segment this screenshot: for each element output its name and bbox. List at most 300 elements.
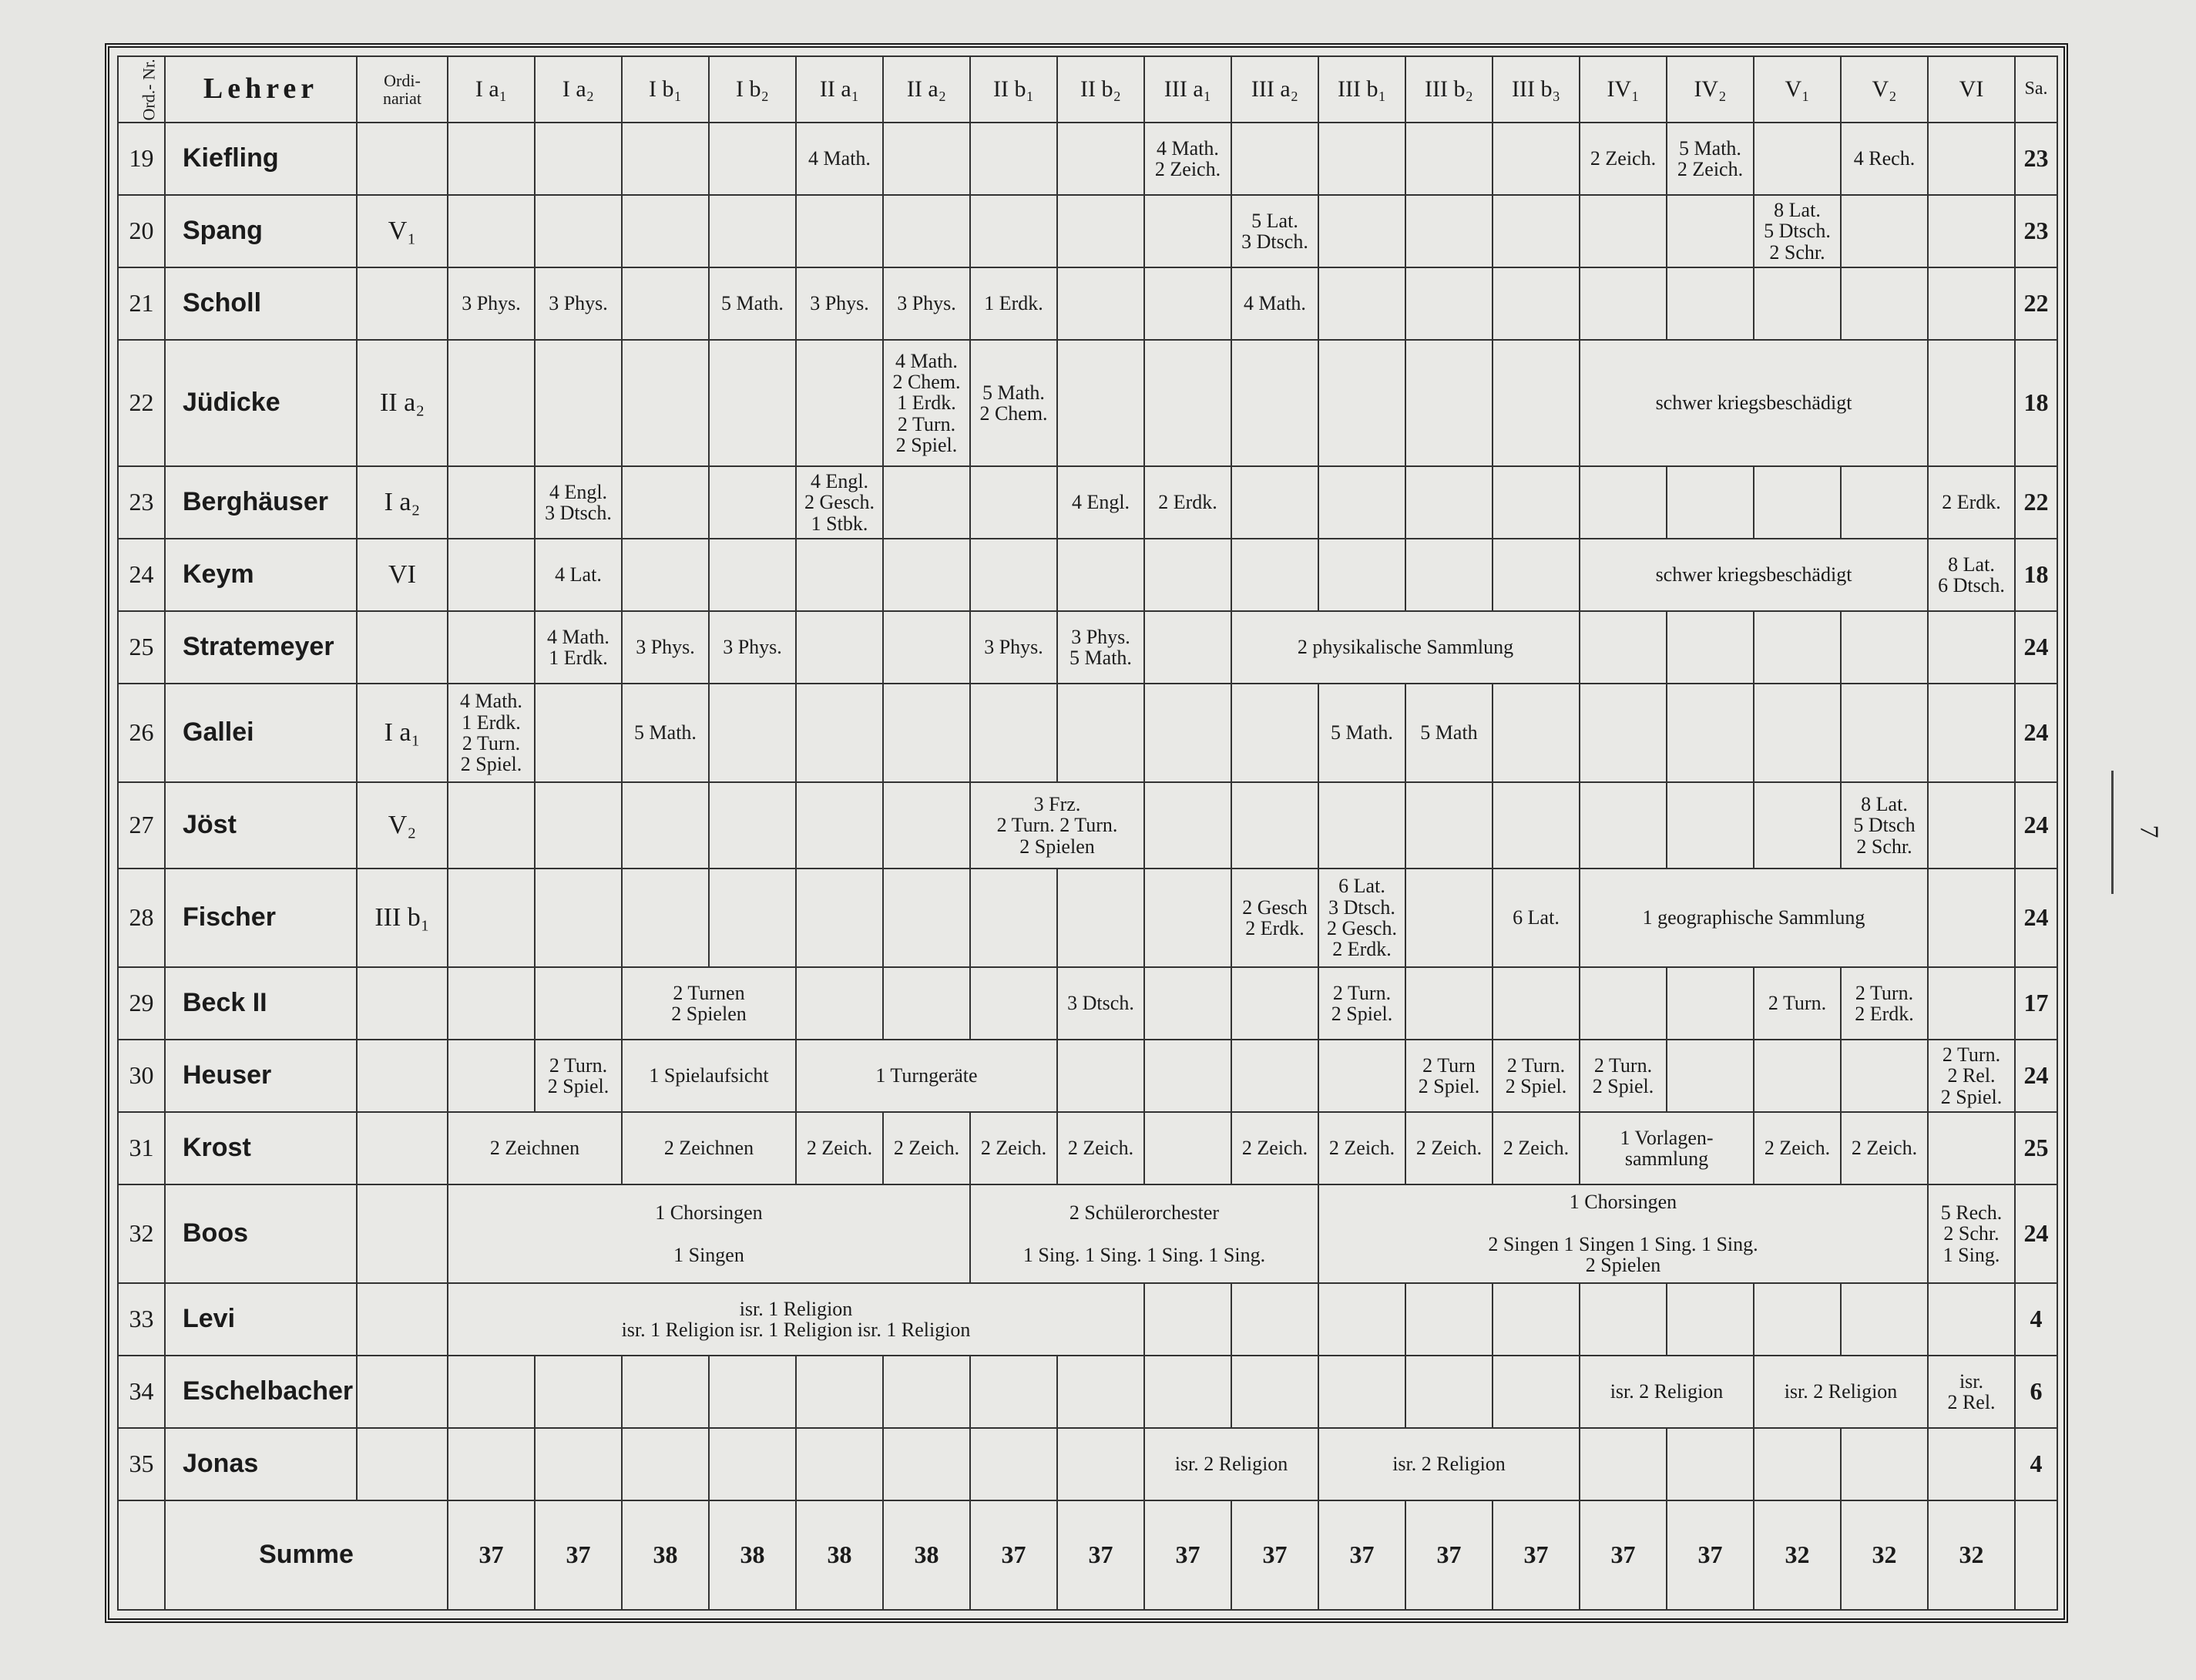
lesson-cell: 6 Lat. (1493, 869, 1580, 967)
lesson-cell: 1 Chorsingen 2 Singen 1 Singen 1 Sing. 1 Sing. 2 Spielen (1318, 1184, 1928, 1283)
ord-nr-cell: 27 (118, 782, 165, 869)
lesson-cell: 5 Math. 2 Chem. (970, 340, 1057, 466)
lesson-cell: 4 Math. 1 Erdk. (535, 611, 622, 684)
page-number: 7 (2134, 825, 2164, 838)
lesson-cell (796, 1428, 883, 1500)
lesson-cell (1231, 340, 1318, 466)
lesson-cell (1057, 684, 1144, 782)
teacher-row (118, 539, 2057, 611)
lesson-cell (1057, 869, 1144, 967)
lesson-cell (448, 967, 535, 1040)
ord-nr-cell: 33 (118, 1283, 165, 1356)
ord-nr-cell: 22 (118, 340, 165, 466)
class-total: 37 (1057, 1500, 1144, 1610)
lesson-cell: schwer kriegsbeschädigt (1580, 340, 1928, 466)
class-total: 37 (970, 1500, 1057, 1610)
row-sum: 25 (2015, 1112, 2057, 1184)
lesson-cell (970, 684, 1057, 782)
lesson-cell (535, 123, 622, 195)
class-total: 37 (1493, 1500, 1580, 1610)
lesson-cell (1580, 611, 1667, 684)
lesson-cell (1144, 1356, 1231, 1428)
lesson-cell: 3 Phys. (796, 267, 883, 340)
lesson-cell (448, 1428, 535, 1500)
lesson-cell (1144, 1112, 1231, 1184)
lesson-cell: isr. 2 Rel. (1928, 1356, 2015, 1428)
lesson-cell: isr. 1 Religion isr. 1 Religion isr. 1 Religion isr. 1 Religion (448, 1283, 1144, 1356)
lesson-cell (1405, 1283, 1493, 1356)
lesson-cell (1667, 967, 1754, 1040)
lesson-cell (1493, 123, 1580, 195)
lesson-cell: 4 Engl. (1057, 466, 1144, 539)
lesson-cell (448, 1356, 535, 1428)
class-total: 37 (1231, 1500, 1318, 1610)
lesson-cell (1057, 1428, 1144, 1500)
lesson-cell: 2 Turnen 2 Spielen (622, 967, 796, 1040)
lesson-cell: 2 Turn. 2 Erdk. (1841, 967, 1928, 1040)
class-header: II b₂ (1057, 56, 1144, 123)
teacher-name: Levi (165, 1283, 357, 1356)
lesson-cell (1667, 782, 1754, 869)
summe-label: Summe (165, 1500, 448, 1610)
lesson-cell (1405, 123, 1493, 195)
lesson-cell (1318, 340, 1405, 466)
lesson-cell (709, 539, 796, 611)
teacher-row (118, 340, 2057, 466)
lesson-cell (1580, 267, 1667, 340)
lesson-cell: 4 Math. 2 Chem. 1 Erdk. 2 Turn. 2 Spiel. (883, 340, 970, 466)
ord-nr-cell: 29 (118, 967, 165, 1040)
lesson-cell (1405, 782, 1493, 869)
lesson-cell (970, 967, 1057, 1040)
lesson-cell (535, 684, 622, 782)
lesson-cell (796, 782, 883, 869)
lesson-cell (622, 869, 709, 967)
lesson-cell (1667, 1283, 1754, 1356)
ordinariat-cell (357, 267, 448, 340)
class-header: III a₂ (1231, 56, 1318, 123)
lesson-cell (796, 539, 883, 611)
ordinariat-cell (357, 611, 448, 684)
lesson-cell (970, 466, 1057, 539)
lesson-cell (796, 684, 883, 782)
lesson-cell (1841, 1283, 1928, 1356)
lesson-cell: 5 Math. (709, 267, 796, 340)
ord-nr-cell: 20 (118, 195, 165, 267)
lesson-cell (1318, 1283, 1405, 1356)
lesson-cell (883, 684, 970, 782)
summe-row (118, 1500, 2057, 1610)
lesson-cell (1057, 267, 1144, 340)
lesson-cell (1928, 684, 2015, 782)
class-header: III b₂ (1405, 56, 1493, 123)
lesson-cell (622, 1356, 709, 1428)
lesson-cell: 2 Zeich. (1057, 1112, 1144, 1184)
class-total: 38 (709, 1500, 796, 1610)
lesson-cell (1754, 466, 1841, 539)
lesson-cell (709, 340, 796, 466)
ordinariat-header: Ordi- nariat (357, 56, 448, 123)
lesson-cell (883, 782, 970, 869)
teacher-name: Keym (165, 539, 357, 611)
lesson-cell (1493, 539, 1580, 611)
lesson-cell (1928, 1283, 2015, 1356)
lesson-cell (1667, 195, 1754, 267)
teacher-name: Gallei (165, 684, 357, 782)
lesson-cell (1667, 611, 1754, 684)
lesson-cell (1580, 1283, 1667, 1356)
teacher-rows (118, 123, 2057, 1500)
teacher-row (118, 1283, 2057, 1356)
teacher-row (118, 1112, 2057, 1184)
ord-nr-cell: 26 (118, 684, 165, 782)
teacher-row (118, 1428, 2057, 1500)
lesson-cell (1667, 1428, 1754, 1500)
lesson-cell (1928, 1428, 2015, 1500)
ord-nr-cell: 23 (118, 466, 165, 539)
teacher-timetable (117, 55, 2058, 1611)
class-total: 38 (796, 1500, 883, 1610)
ordinariat-cell: V₂ (357, 782, 448, 869)
lesson-cell (622, 340, 709, 466)
lesson-cell: isr. 2 Religion (1318, 1428, 1580, 1500)
lesson-cell (709, 1428, 796, 1500)
lesson-cell (709, 782, 796, 869)
lesson-cell (1841, 611, 1928, 684)
lesson-cell (1493, 267, 1580, 340)
class-header: IV₁ (1580, 56, 1667, 123)
class-header: I a₂ (535, 56, 622, 123)
lesson-cell: 4 Rech. (1841, 123, 1928, 195)
lesson-cell (622, 1428, 709, 1500)
class-header: I a₁ (448, 56, 535, 123)
row-sum: 24 (2015, 1040, 2057, 1112)
teacher-row (118, 267, 2057, 340)
class-total: 37 (1144, 1500, 1231, 1610)
teacher-name: Kiefling (165, 123, 357, 195)
lesson-cell: 2 physikalische Sammlung (1231, 611, 1580, 684)
lesson-cell: isr. 2 Religion (1754, 1356, 1928, 1428)
lesson-cell (709, 195, 796, 267)
lesson-cell (1580, 967, 1667, 1040)
lesson-cell (535, 967, 622, 1040)
lesson-cell: 2 Zeich. (1231, 1112, 1318, 1184)
lesson-cell (1318, 466, 1405, 539)
ordinariat-cell: III b₁ (357, 869, 448, 967)
lesson-cell: 6 Lat. 3 Dtsch. 2 Gesch. 2 Erdk. (1318, 869, 1405, 967)
lesson-cell (1318, 1356, 1405, 1428)
lesson-cell (1754, 1040, 1841, 1112)
teacher-row (118, 869, 2057, 967)
lesson-cell (796, 1356, 883, 1428)
class-total: 37 (1318, 1500, 1405, 1610)
ordinariat-cell (357, 123, 448, 195)
lesson-cell (1231, 782, 1318, 869)
class-total: 32 (1841, 1500, 1928, 1610)
lesson-cell (796, 195, 883, 267)
lesson-cell (448, 466, 535, 539)
lesson-cell (1754, 782, 1841, 869)
lesson-cell (1144, 967, 1231, 1040)
lesson-cell: 5 Lat. 3 Dtsch. (1231, 195, 1318, 267)
ord-nr-header (118, 56, 165, 123)
lesson-cell: 2 Zeich. (970, 1112, 1057, 1184)
ordinariat-cell: II a₂ (357, 340, 448, 466)
lesson-cell (1144, 684, 1231, 782)
row-sum: 22 (2015, 466, 2057, 539)
lesson-cell (1318, 539, 1405, 611)
ordinariat-cell: I a₂ (357, 466, 448, 539)
header-row (118, 56, 2057, 123)
lesson-cell (970, 123, 1057, 195)
lesson-cell (535, 869, 622, 967)
lesson-cell (1405, 466, 1493, 539)
lesson-cell (1405, 967, 1493, 1040)
teacher-name: Spang (165, 195, 357, 267)
class-header: II a₂ (883, 56, 970, 123)
lesson-cell (883, 1356, 970, 1428)
class-total: 32 (1754, 1500, 1841, 1610)
teacher-row (118, 123, 2057, 195)
row-sum: 4 (2015, 1428, 2057, 1500)
lesson-cell (1928, 267, 2015, 340)
lesson-cell (796, 869, 883, 967)
ord-nr-cell: 30 (118, 1040, 165, 1112)
lesson-cell (1144, 611, 1231, 684)
ord-nr-cell: 32 (118, 1184, 165, 1283)
lesson-cell (622, 123, 709, 195)
lesson-cell: 4 Engl. 3 Dtsch. (535, 466, 622, 539)
lesson-cell (1841, 267, 1928, 340)
lesson-cell: isr. 2 Religion (1144, 1428, 1318, 1500)
class-total: 38 (622, 1500, 709, 1610)
class-header: VI (1928, 56, 2015, 123)
lesson-cell (796, 611, 883, 684)
lesson-cell: 2 Erdk. (1928, 466, 2015, 539)
teacher-row (118, 782, 2057, 869)
lesson-cell (622, 267, 709, 340)
lesson-cell (1057, 195, 1144, 267)
lesson-cell (1144, 267, 1231, 340)
lesson-cell: 1 geographische Sammlung (1580, 869, 1928, 967)
teacher-name: Eschelbacher (165, 1356, 357, 1428)
lesson-cell: 2 Turn. 2 Spiel. (1318, 967, 1405, 1040)
lesson-cell (1841, 684, 1928, 782)
class-header: V₁ (1754, 56, 1841, 123)
class-total: 37 (1580, 1500, 1667, 1610)
lesson-cell (1318, 1040, 1405, 1112)
lesson-cell: 2 Zeich. (1754, 1112, 1841, 1184)
lesson-cell (970, 1428, 1057, 1500)
lesson-cell (883, 1428, 970, 1500)
row-sum: 24 (2015, 782, 2057, 869)
ord-nr-cell: 24 (118, 539, 165, 611)
lesson-cell: 5 Math. 2 Zeich. (1667, 123, 1754, 195)
lesson-cell: 2 Turn. 2 Spiel. (1493, 1040, 1580, 1112)
lesson-cell: 5 Math (1405, 684, 1493, 782)
lesson-cell: 2 Zeich. (1493, 1112, 1580, 1184)
lesson-cell: 2 Turn 2 Spiel. (1405, 1040, 1493, 1112)
lesson-cell (448, 611, 535, 684)
lesson-cell (1493, 782, 1580, 869)
lesson-cell (796, 967, 883, 1040)
teacher-name: Jöst (165, 782, 357, 869)
class-header: III b₃ (1493, 56, 1580, 123)
lesson-cell (1057, 539, 1144, 611)
teacher-row (118, 611, 2057, 684)
lesson-cell: 2 Zeichnen (622, 1112, 796, 1184)
ordinariat-cell (357, 1283, 448, 1356)
lesson-cell (535, 340, 622, 466)
lesson-cell (1493, 340, 1580, 466)
lesson-cell (448, 869, 535, 967)
row-sum: 18 (2015, 340, 2057, 466)
lesson-cell: schwer kriegsbeschädigt (1580, 539, 1928, 611)
ordinariat-cell (357, 1356, 448, 1428)
lesson-cell (1580, 684, 1667, 782)
class-total: 37 (535, 1500, 622, 1610)
lesson-cell (1928, 967, 2015, 1040)
lesson-cell: 3 Phys. (622, 611, 709, 684)
lesson-cell (1405, 340, 1493, 466)
lesson-cell (1754, 267, 1841, 340)
lesson-cell (1057, 340, 1144, 466)
lesson-cell (622, 195, 709, 267)
lesson-cell (1493, 195, 1580, 267)
summe-sa-cell (2015, 1500, 2057, 1610)
class-header: III b₁ (1318, 56, 1405, 123)
lesson-cell (1231, 1040, 1318, 1112)
lesson-cell (709, 684, 796, 782)
lesson-cell (1405, 1356, 1493, 1428)
lesson-cell (1318, 267, 1405, 340)
lesson-cell (970, 195, 1057, 267)
row-sum: 4 (2015, 1283, 2057, 1356)
lesson-cell (1841, 1040, 1928, 1112)
class-header: IV₂ (1667, 56, 1754, 123)
teacher-header: Lehrer (165, 56, 357, 123)
ordinariat-cell: I a₁ (357, 684, 448, 782)
row-sum: 24 (2015, 611, 2057, 684)
lesson-cell: 2 Zeich. (1405, 1112, 1493, 1184)
lesson-cell (1754, 684, 1841, 782)
lesson-cell: isr. 2 Religion (1580, 1356, 1754, 1428)
ord-nr-cell: 19 (118, 123, 165, 195)
lesson-cell: 5 Math. (1318, 684, 1405, 782)
lesson-cell (1405, 267, 1493, 340)
lesson-cell: 8 Lat. 5 Dtsch. 2 Schr. (1754, 195, 1841, 267)
lesson-cell (1667, 466, 1754, 539)
lesson-cell (709, 1356, 796, 1428)
lesson-cell: 1 Chorsingen 1 Singen (448, 1184, 970, 1283)
ord-nr-cell: 34 (118, 1356, 165, 1428)
lesson-cell (1667, 684, 1754, 782)
lesson-cell (883, 611, 970, 684)
teacher-name: Boos (165, 1184, 357, 1283)
lesson-cell: 2 Turn. 2 Rel. 2 Spiel. (1928, 1040, 2015, 1112)
lesson-cell (1580, 1428, 1667, 1500)
row-sum: 18 (2015, 539, 2057, 611)
lesson-cell: 3 Phys. (448, 267, 535, 340)
lesson-cell (1928, 340, 2015, 466)
lesson-cell (1144, 340, 1231, 466)
class-header: II a₁ (796, 56, 883, 123)
lesson-cell (796, 340, 883, 466)
row-sum: 22 (2015, 267, 2057, 340)
row-sum: 17 (2015, 967, 2057, 1040)
lesson-cell (1231, 1356, 1318, 1428)
lesson-cell: 3 Phys. (883, 267, 970, 340)
lesson-cell: 4 Math. (796, 123, 883, 195)
lesson-cell (1144, 195, 1231, 267)
lesson-cell (1928, 869, 2015, 967)
ordinariat-cell (357, 1112, 448, 1184)
teacher-row (118, 684, 2057, 782)
lesson-cell (1318, 123, 1405, 195)
ordinariat-cell: VI (357, 539, 448, 611)
lesson-cell (883, 539, 970, 611)
lesson-cell (1231, 1283, 1318, 1356)
lesson-cell (1493, 1356, 1580, 1428)
lesson-cell (448, 195, 535, 267)
lesson-cell (448, 539, 535, 611)
lesson-cell (1144, 539, 1231, 611)
timetable-sheet (105, 43, 2068, 1623)
teacher-row (118, 466, 2057, 539)
teacher-row (118, 195, 2057, 267)
summe-nr-cell (118, 1500, 165, 1610)
row-sum: 24 (2015, 1184, 2057, 1283)
class-header: I b₁ (622, 56, 709, 123)
teacher-name: Krost (165, 1112, 357, 1184)
lesson-cell: 5 Math. (622, 684, 709, 782)
lesson-cell: 2 Zeich. (1580, 123, 1667, 195)
lesson-cell: 3 Dtsch. (1057, 967, 1144, 1040)
teacher-name: Jonas (165, 1428, 357, 1500)
ordinariat-cell (357, 1040, 448, 1112)
lesson-cell (883, 466, 970, 539)
teacher-name: Jüdicke (165, 340, 357, 466)
teacher-name: Fischer (165, 869, 357, 967)
lesson-cell: 2 Turn. 2 Spiel. (1580, 1040, 1667, 1112)
teacher-name: Scholl (165, 267, 357, 340)
lesson-cell (1928, 782, 2015, 869)
teacher-name: Berghäuser (165, 466, 357, 539)
lesson-cell: 3 Phys. 5 Math. (1057, 611, 1144, 684)
lesson-cell (1580, 195, 1667, 267)
lesson-cell (1493, 1283, 1580, 1356)
lesson-cell (448, 782, 535, 869)
lesson-cell: 2 Zeich. (883, 1112, 970, 1184)
lesson-cell: 1 Turngeräte (796, 1040, 1057, 1112)
lesson-cell (622, 539, 709, 611)
lesson-cell: 2 Zeich. (1841, 1112, 1928, 1184)
lesson-cell: 2 Erdk. (1144, 466, 1231, 539)
lesson-cell (448, 340, 535, 466)
lesson-cell (1754, 1428, 1841, 1500)
class-total: 37 (1405, 1500, 1493, 1610)
lesson-cell: 5 Rech. 2 Schr. 1 Sing. (1928, 1184, 2015, 1283)
lesson-cell (1928, 195, 2015, 267)
lesson-cell: 2 Zeich. (796, 1112, 883, 1184)
ordinariat-cell (357, 1428, 448, 1500)
lesson-cell: 3 Phys. (970, 611, 1057, 684)
row-sum: 24 (2015, 684, 2057, 782)
teacher-row (118, 1356, 2057, 1428)
teacher-row (118, 967, 2057, 1040)
lesson-cell (1144, 1283, 1231, 1356)
lesson-cell (1231, 967, 1318, 1040)
